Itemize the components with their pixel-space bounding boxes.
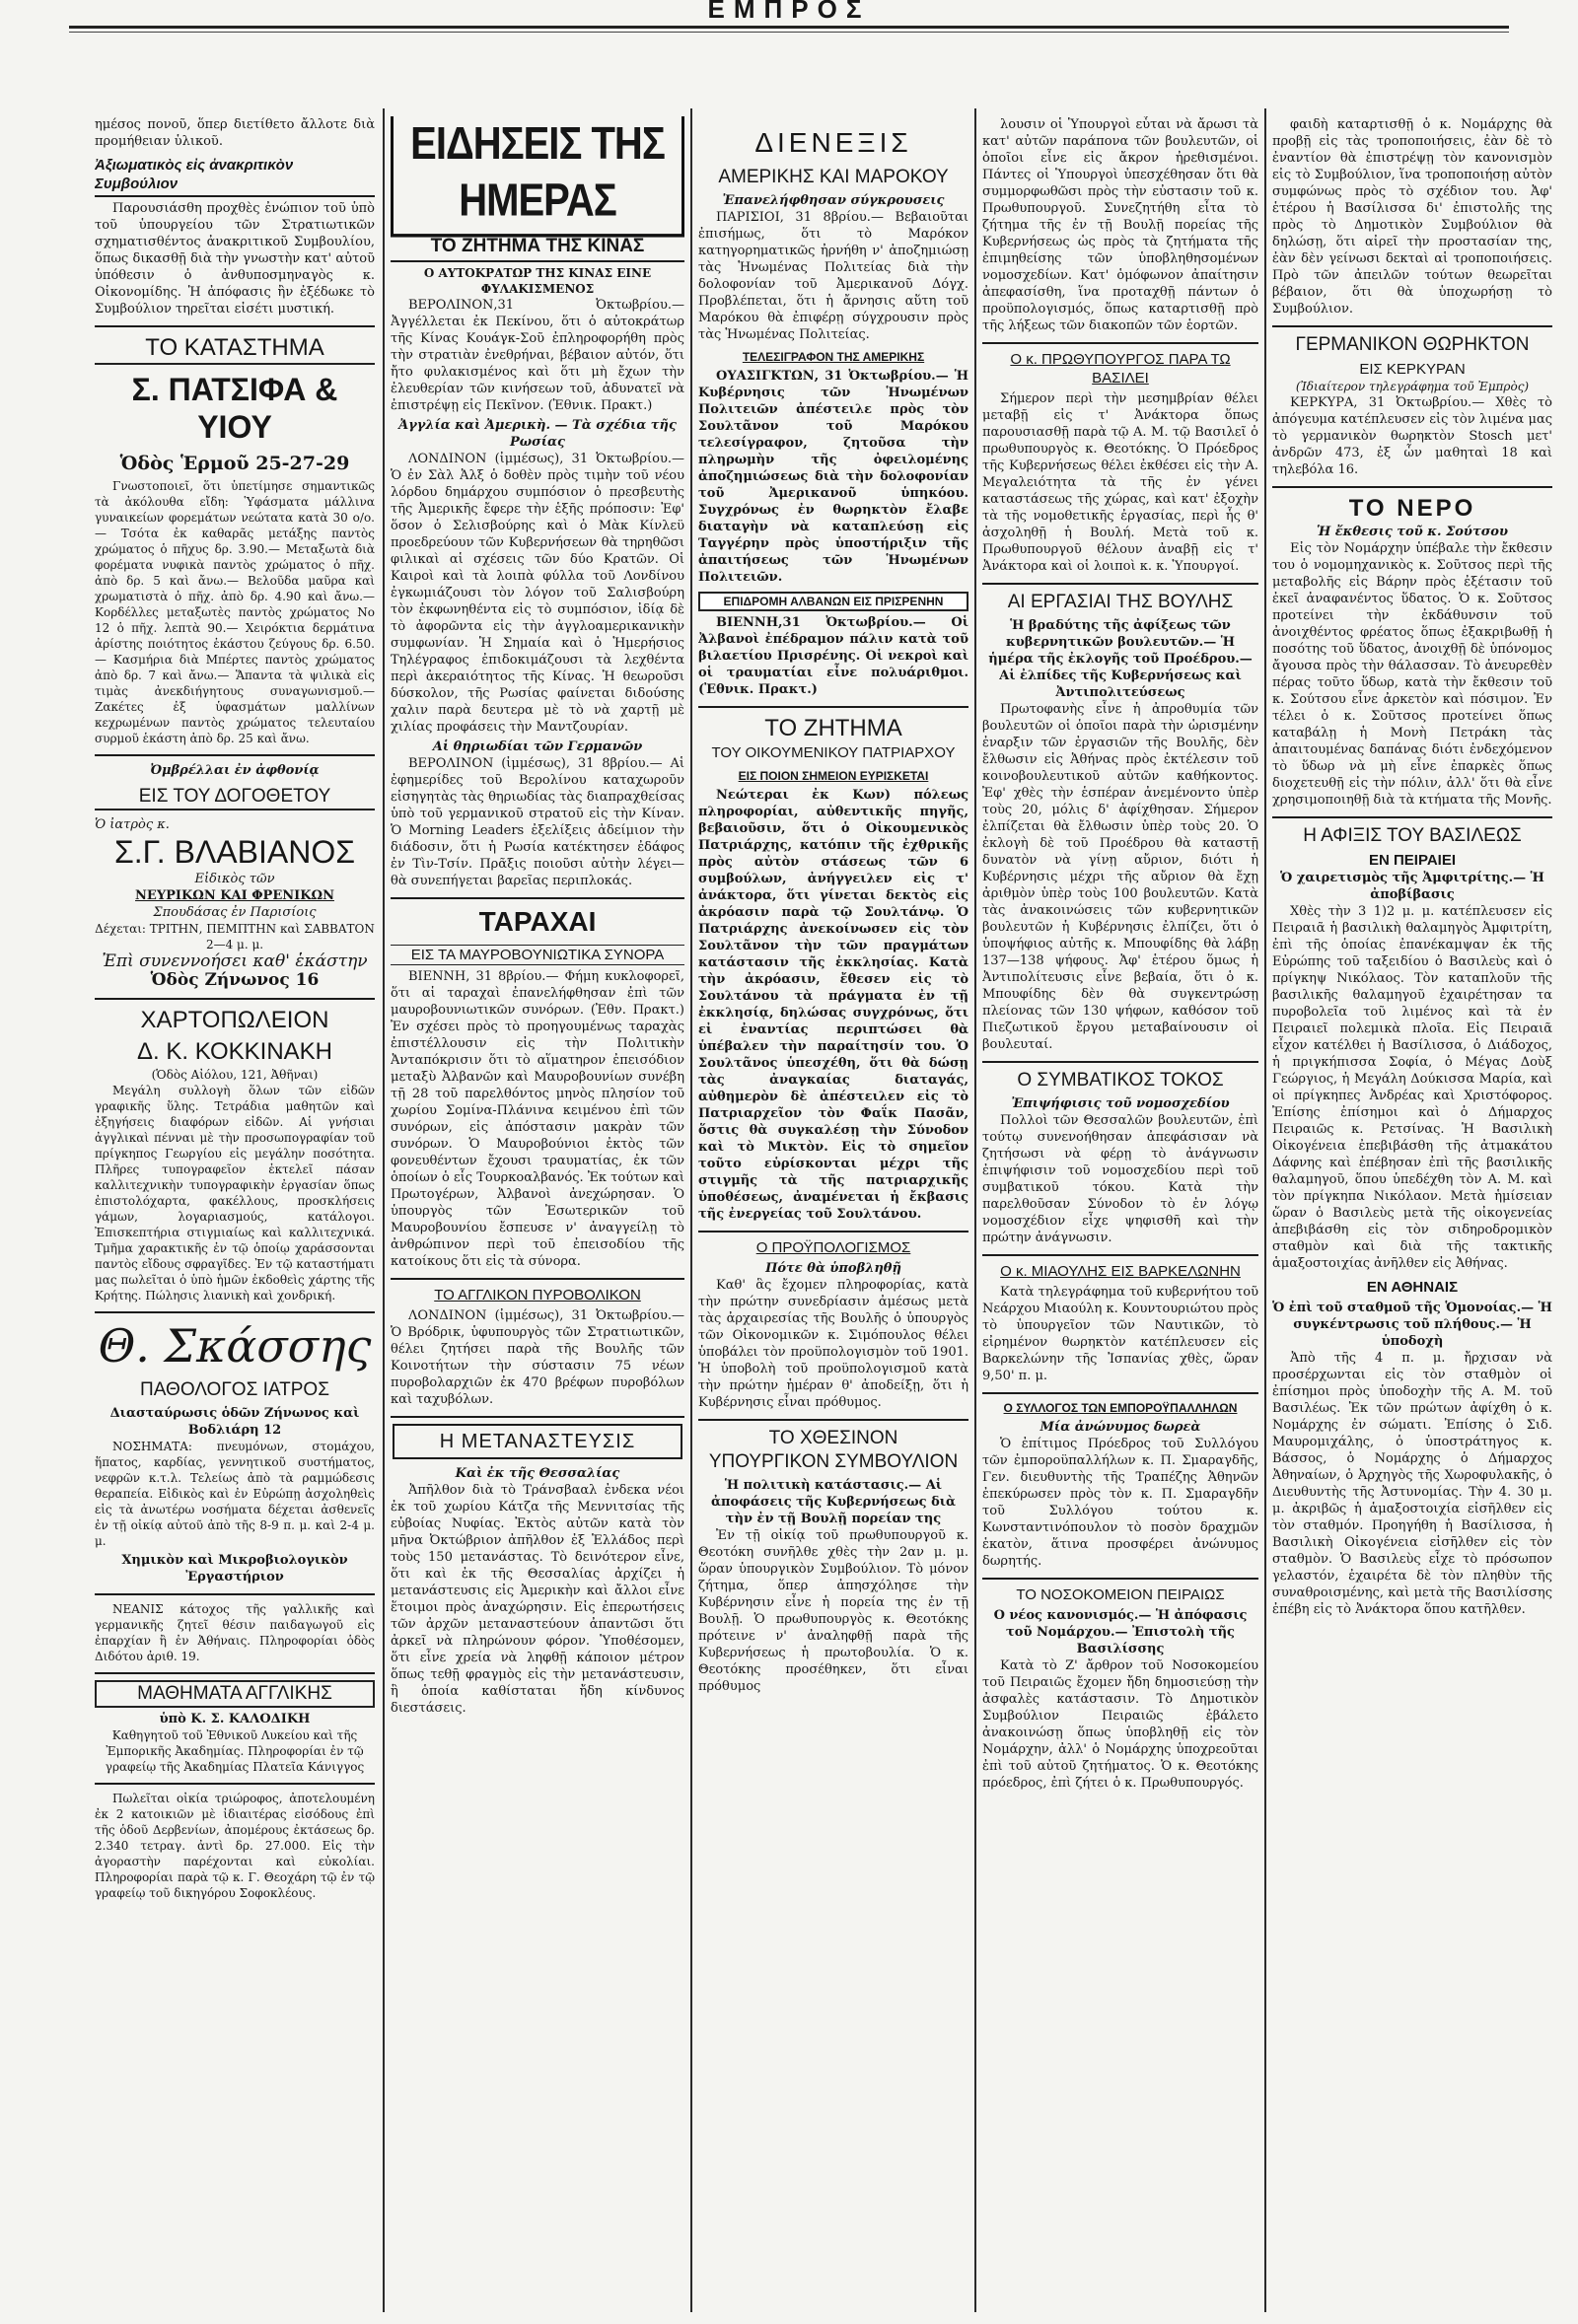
china-subheading: Ο ΑΥΤΟΚΡΑΤΩΡ ΤΗΣ ΚΙΝΑΣ ΕΙΝΕ ΦΥΛΑΚΙΣΜΕΝΟΣ bbox=[423, 266, 652, 296]
ad-doctor-study: Σπουδάσας ἐν Παρισίοις bbox=[153, 905, 317, 920]
council-line: Ἡ πολιτικὴ κατάστασις.— Αἱ ἀποφάσεις τῆς Κυβερνήσεως διὰ τὴν ἐν τῇ Βουλῇ πορείαν της bbox=[710, 1478, 957, 1526]
column-rule bbox=[383, 108, 385, 2312]
column-2 bbox=[391, 116, 684, 2310]
masthead bbox=[0, 0, 1578, 24]
divider bbox=[698, 706, 968, 708]
china-paragraph: ΒΕΡΟΛΙΝΟΝ,31 Ὀκτωβρίου.— Ἀγγέλλεται ἐκ Πεκίνου, ὅτι ὁ αὐτοκράτωρ τῆς Κίνας Κουάγκ-Σοῦ ἐπληροφορήθη πρὸς τὴν στρατιὰν ἐνεθρήναι, βέβαιον αὐτόν, ὅτι ἤτο φυλακισμένος καὶ ὅτι μὴ ἔχων τὴν ἐλευθερίαν τῶν κινήσεων τοῦ, ἀδυνατεῖ νὰ ἐπιστρέψῃ εἰς Πεκῖνον. (Ἐθνικ. Πρακτ.) bbox=[391, 298, 684, 413]
warship-paragraph: ΚΕΡΚΥΡΑ, 31 Ὀκτωβρίου.— Χθὲς τὸ ἀπόγευμα κατέπλευσεν εἰς τὸν λιμένα μας τὸ γερμανικὸν θωρηκτὸν Stosch μετ' ἀνδρῶν 473, ἐξ ὧν μαθηταὶ 18 καὶ τηλεβόλα 16. bbox=[1272, 395, 1552, 477]
col5-top-paragraph: φαιδὴ καταρτισθῇ ὁ κ. Νομάρχης θὰ προβῇ εἰς τὰς τροποποιήσεις, ἐὰν δὲ τὸ ἐναντίον θὰ ἐπιστρέψῃ τὸν κανονισμὸν εἰς τὸ Συμβούλιον, ἵνα τροποποιήσῃ αὐτὸν συμφώνως πρὸς τὸ σχέδιον του. Ἀφ' ἑτέρου ἡ Βασίλισσα δι' ἐπιστολῆς της πρὸς τὸ Δημοτικὸν Συμβούλιον θὰ δηλώσῃ, ὅτι αἰρεῖ τὴν προστασίαν της, ἐὰν δὲν γείνωσι δεκταὶ αἱ τροποποιήσεις. Πρὸ τῶν ἀπειλῶν τούτων θεωρεῖται βέβαιον, ὅτι θὰ ὑποχωρήσῃ τὸ Συμβούλιον. bbox=[1272, 117, 1552, 317]
patriarch-paragraph: Νεώτεραι ἐκ Κων) πόλεως πληροφορίαι, αὐθεντικῆς πηγῆς, βεβαιοῦσιν, ὅτι ὁ Οἰκουμενικὸς Πατριάρχης, κατόπιν τῆς ἐχθρικῆς πρὸς αὐτὸν στάσεως τῶν 6 συμβούλων, ἀνήγγειλεν εἰς τ' ἀνάκτορα, ὅτι γίνεται δεκτὸς εἰς ἀκρόασιν παρὰ τῷ Σουλτάνῳ. Ὁ Πατριάρχης ἀνεκοίνωσεν εἰς τὸν Σουλτᾶνον τὴν τῶν πραγμάτων κατάστασιν τῆς ἐκκλησίας. Κατὰ τὴν ἀκρόασιν, ἔθεσεν εἰς τὸ Σουλτάνου τὰ πράγματα ἐν τῇ ἐκκλησίᾳ, δηλώσας συγχρόνως, ὅτι εἰ ἐναντίας περιπτώσει θὰ ὑπέβαλεν τὴν παραίτησίν του. Ὁ Σουλτᾶνος ὑπεσχέθη, ὅτι θὰ δώσῃ τὰς ἀναγκαίας διαταγάς, αὐθημερὸν δὲ ἀπέστειλεν εἰς τὸ Πατριαρχεῖον τὸν Φαΐκ Πασᾶν, ὅστις θὰ συγκαλέσῃ τὴν Σύνοδον καὶ τὸ Μικτὸν. Εἰς τὸ σημεῖον τοῦτο εὑρίσκονται μέχρι τῆς στιγμῆς τὰ τῆς πατριαρχικῆς ὑποθέσεως, ἀναμένεται ἡ ἔκβασις τῆς ἐνεργείας τοῦ Σουλτάνου. bbox=[698, 788, 968, 1222]
king-paragraph: Χθὲς τὴν 3 1)2 μ. μ. κατέπλευσεν εἰς Πειραιᾶ ἡ βασιλικὴ θαλαμηγὸς Ἀμφιτρίτη, ἐπὶ τῆς ὁποίας ἐπανέκαμψαν ἐκ τῆς Εὐρώπης τοῦ ταξειδίου ὁ Βασιλεὺς καὶ ὁ πρίγκηψ Νικόλαος. Τὸν καταπλοῦν τῆς βασιλικῆς θαλαμηγοῦ ἐχαιρέτησαν τα πυροβολεῖα τοῦ λιμένος καὶ τὰ ἐν Πειραιεῖ πολεμικὰ πλοῖα. Εἰς Πειραιᾶ εἶχον κατέλθει ἡ Βασίλισσα, ὁ Διάδοχος, ἡ πριγκήπισσα Σοφία, ὁ Μέγας Δοὺξ Γεώργιος, ἡ Μεγάλη Δούκισσα Μαρία, καὶ οἱ πρίγκηπες Ἀνδρέας καὶ Χριστόφορος. Ἐπίσης ἐπίσημοι καὶ ὁ Δήμαρχος Πειραιῶς κ. Ρετσίνας. Ἡ Βασιλικὴ Οἰκογένεια ἐπεβιβάσθη τῆς ἀτμακάτου Δάφνης καὶ ἐπέβησαν ἐπὶ τῆς βασιλικῆς θαλαμηγοῦ, ὅπου ὑπεδέχθη τὸν Α. Μ. καὶ τὸν πρίγκηπα Νικόλαον. Μετὰ ἡμίσειαν ὥραν ὁ Βασιλεὺς μετὰ τῆς οἰκογενείας ἀπεβιβάσθη εἰς τὸν σιδηροδρομικὸν σταθμὸν καὶ διὰ τῆς τακτικῆς ἁμαξοστοιχίας ἀνῆλθεν εἰς Ἀθήνας. bbox=[1272, 904, 1552, 1271]
dispute-heading: ΔΙΕΝΕΞΙΣ bbox=[754, 127, 912, 158]
ad-shop-title: ΤΟ ΚΑΤΑΣΤΗΜΑ bbox=[95, 333, 375, 365]
divider bbox=[982, 1578, 1258, 1580]
ad-doctor-hours: Δέχεται: ΤΡΙΤΗΝ, ΠΕΜΠΤΗΝ καὶ ΣΑΒΒΑΤΟΝ 2—4 μ. μ. bbox=[95, 922, 375, 951]
ad-paper-title: ΧΑΡΤΟΠΩΛΕΙΟΝ bbox=[140, 1007, 329, 1033]
parliament-heading: ΑΙ ΕΡΓΑΣΙΑΙ ΤΗΣ ΒΟΥΛΗΣ bbox=[1007, 592, 1234, 612]
warship-subheading: ΕΙΣ ΚΕΡΚΥΡΑΝ bbox=[1359, 361, 1466, 378]
ad-doctor-pre: Ὁ ἰατρὸς κ. bbox=[95, 817, 170, 832]
budget-subheading: Πότε θὰ ὑποβληθῇ bbox=[765, 1261, 901, 1276]
ad-english-title: ΜΑΘΗΜΑΤΑ ΑΓΓΛΙΚΗΣ bbox=[95, 1680, 375, 1708]
ad-skassis-text: ΝΟΣΗΜΑΤΑ: πνευμόνων, στομάχου, ἥπατος, καρδίας, γεννητικοῦ συστήματος, νεφρῶν κ.τ.λ. Τελείως ἀπὸ τὰ ραμμώδεσις θεραπεία. Εἰδικὸς καὶ ἐν Εὐρώπῃ ἀσχοληθεὶς εἰς τὰ ἀνωτέρω νοσήματα δέχεται ἀσθενεῖς ἐν τῇ οἰκίᾳ αὐτοῦ ἀπὸ τῆς 8-9 π. μ. καὶ 2-4 μ. μ. bbox=[95, 1440, 375, 1548]
water-line: Ἡ ἔκθεσις τοῦ κ. Σούτσου bbox=[1317, 525, 1508, 539]
king-subheading: ΕΝ ΠΕΙΡΑΙΕΙ bbox=[1368, 852, 1457, 869]
ad-paper-address: (Ὁδὸς Αἰόλου, 121, Ἀθῆναι) bbox=[151, 1068, 319, 1082]
unrest-paragraph: ΒΙΕΝΝΗ, 31 8βρίου.— Φήμη κυκλοφορεῖ, ὅτι αἱ ταραχαὶ ἐπανελήφθησαν ἐπὶ τῶν μαυροβουνιωτικῶν συνόρων. (Ἐθν. Πρακτ.) Ἐν σχέσει πρὸς τὸ προηγουμένως ταραχὰς ἐπιστέλλουσιν εἰς τὴν Πολιτικὴν Ἀνταπόκρισιν ὅτι τὸ αἵματηρον ἐπεισόδιον μεταξὺ Ἀλβανῶν καὶ Μαυροβουνίων συνέβη τῇ 28 τοῦ παρελθόντος μηνὸς πλησίον τοῦ χωρίου Σομίνα-Πλάνινα κειμένου ἐπὶ τῶν συνόρων, εἰς ἀπόστασιν μακρὰν τῶν συνόρων. Ὁ Μαυροβούνιοι ἐκτὸς τῶν φονευθέντων ἔχουσι τραυματίας, ἐκ τῶν ὁποίων ὁ εἷς Τουρκοαλβανός. Ἐκ τούτων καὶ Πρωτογέρων, Ἀλβανοὶ ἀνεχώρησαν. Ὁ ὑπουργὸς τῶν Ἐσωτερικῶν τοῦ Μαυροβουνίου ἔσπευσε ν' ἀναγγείλῃ τὸ ἀνθρώπινον περὶ τοῦ ἐπεισοδίου τῆς κατοίκους ὅτι εἰς τὰ σύνορα. bbox=[391, 969, 684, 1269]
interest-heading: Ο ΣΥΜΒΑΤΙΚΟΣ ΤΟΚΟΣ bbox=[1017, 1070, 1224, 1091]
divider bbox=[982, 583, 1258, 585]
pm-paragraph: Σήμερον περὶ τὴν μεσημβρίαν θέλει μεταβῇ εἰς τ' Ἀνάκτορα ὅπως παρουσιασθῇ παρὰ τῷ Α. Μ. τῷ Βασιλεῖ ὁ πρωθυπουργὸς κ. Θεοτόκης. Ὁ Πρόεδρος τῆς Κυβερνήσεως θέλει ἐκθέσει εἰς τὴν Α. Μεγαλειότητα τὰ τῆς ἐν γένει καταστάσεως τῆς χώρας, καὶ κατ' ἐξοχὴν τὰ τῆς νομοθετικῆς ἐργασίας, περὶ ἧς θ' ἀσχοληθῇ ἡ Βουλή. Μετὰ τοῦ κ. Πρωθυπουργοῦ θέλουν ἀναβῇ εἰς τ' Ἀνάκτορα καὶ οἱ λοιποὶ κ. κ. Ὑπουργοί. bbox=[982, 391, 1258, 574]
ultimatum-paragraph: ΟΥΑΣΙΓΚΤΩΝ, 31 Ὀκτωβρίου.— Ἡ Κυβέρνησις τῶν Ἡνωμένων Πολιτειῶν ἀπέστειλε πρὸς τὸν Σουλτᾶνον τοῦ Μαρόκου τελεσίγραφον, ζητοῦσα τὴν πληρωμὴν τῆς ὀφειλομένης ἀποζημιώσεως διὰ τὴν δολοφονίαν τοῦ Ἀμερικανοῦ ὑπηκόου. Συγχρόνως ἐν θωρηκτὸν ἔλαβε διαταγὴν νὰ καταπλεύσῃ εἰς Ταγγέρην πρὸς ὑποστήριξιν τῆς ἀπαιτήσεως τῶν Ἡνωμένων Πολιτειῶν. bbox=[698, 369, 968, 585]
column-rule bbox=[690, 108, 692, 2312]
col4-top-paragraph: λουσιν οἱ Ὑπουργοὶ εὗται νὰ ἄρωσι τὰ κατ' αὐτῶν παράπονα τῶν βουλευτῶν, οἱ ὁποῖοι εἶνε εἰς ἄκρον ἠρεθισμένοι. Πάντες οἱ Ὑπουργοὶ ὑπεσχέθησαν ὅτι θὰ συμμορφωθῶσι πρὸς τὴν εὐστασιν τοῦ κ. Πρωθυπουργοῦ. Συνεζητήθη εἶτα τὸ ζήτημα τῆς ἐν τῇ Βουλῇ πορείας τῆς Κυβερνήσεως ὡς πρὸς τὰ ζητήματα τῆς ἐπιμηθείσης τῶν ὑποβληθησομένων νομοσχεδίων. Κατ' ὁμόφωνον ἀπαίτησιν ἀπεφασίσθη, ἵνα προταχθῇ πάντων ὁ προϋπολογισμός, ὅπως καταρτισθῇ πρὸ τῆς λήξεως τῶν διακοπῶν τῶν ἑορτῶν. bbox=[982, 117, 1258, 333]
ad-english-text: Καθηγητοῦ τοῦ Ἐθνικοῦ Λυκείου καὶ τῆς Ἐμπορικῆς Ἀκαδημίας. Πληροφορίαι ἐν τῷ γραφείῳ τῆς Ἀκαδημίας Πλατεῖα Κάνιγγος bbox=[105, 1728, 365, 1774]
ad-shop-address: Ὁδὸς Ἑρμοῦ 25-27-29 bbox=[119, 453, 350, 474]
ad-house-text: Πωλεῖται οἰκία τριώροφος, ἀποτελουμένη ἐκ 2 κατοικιῶν μὲ ἰδιαιτέρας εἰσόδους ἐπὶ τῆς ὁδοῦ Δερβενίων, ἀπομέρους ἐκτάσεως δρ. 2.340 τετραγ. ἀντὶ δρ. 27.000. Εἰς τὴν ἀγοραστὴν παρέχονται καὶ εὐκολίαι. Πληροφορίαι παρὰ τῷ κ. Γ. Θεοχάρη τῷ ἐν τῷ γραφείῳ τοῦ δικηγόρου Σοφοκλέους. bbox=[95, 1792, 375, 1900]
dispute-line: Ἐπανελήφθησαν σύγκρουσεις bbox=[722, 193, 945, 208]
ad-doctor-call: Ἐπὶ συνεννοήσει καθ' ἑκάστην bbox=[102, 951, 368, 971]
ad-skassis-name: Θ. Σκάσσης bbox=[98, 1319, 372, 1373]
patriarch-subheading-2: ΕΙΣ ΠΟΙΟΝ ΣΗΜΕΙΟΝ ΕΥΡΙΣΚΕΤΑΙ bbox=[738, 769, 929, 783]
china-heading: ΤΟ ΖΗΤΗΜΑ ΤΗΣ ΚΙΝΑΣ bbox=[391, 235, 684, 262]
divider bbox=[1272, 486, 1552, 488]
divider bbox=[1272, 325, 1552, 327]
artillery-paragraph: ΛΟΝΔΙΝΟΝ (ἰμμέσως), 31 Ὀκτωβρίου.— Ὁ Βρόδρικ, ὑφυπουργὸς τῶν Στρατιωτικῶν, θέλει ζητήσει παρὰ τῆς Βουλῆς τῶν Κοινοτήτων τὴν σύστασιν 75 νέων πυροβολαρχιῶν ἐκ 470 βρέφων πυροβόλων καὶ ταχυβόλων. bbox=[391, 1308, 684, 1407]
parliament-paragraph: Πρωτοφανὴς εἶνε ἡ ἀπροθυμία τῶν βουλευτῶν οἱ ὁποῖοι παρὰ τὴν ὡρισμένην ἐναρξιν τῶν ἐργασιῶν τῆς Βουλῆς, δὲν ἔλθωσιν εἰς Ἀθήνας πρὸς ἐκτέλεσιν τοῦ κοινοβουλευτικοῦ αὐτῶν καθήκοντος. Ἐφ' χθὲς τὴν ἑσπέραν ἀνεμένοντο ὑπὲρ τοὺς 20, μόλις δ' ἀφίχθησαν. Σήμερον ἐλπίζεται θὰ ἔλθωσιν ὑπὲρ τοὺς 20. Ὁ ἐκλογὴ δὲ τοῦ Προέδρου θὰ καταστῇ δυνατὸν νὰ γίνῃ αὔριον, διότι ἡ Κυβέρνησις μέχρι τῆς αὔριον θὰ ἔχῃ ἀριθμὸν ὑπὲρ τοὺς 100 βουλευτῶν. Κατὰ τὰς ἀνακοινώσεις τῶν κυβερνητικῶν βουλευτῶν ἡ Κυβέρνησις ἐλπίζει, ὅτι ὁ ὑποψήφιος αὐτῆς κ. Μπουφίδης θὰ λάβῃ 137—138 ψήφους. Ἀφ' ἑτέρου ὅμως ἡ Ἀντιπολίτευσις εἶνε βεβαία, ὅτι ὁ κ. Μπουφίδης δὲν θὰ συγκεντρώσῃ πλείονας τῶν 130 ψήφων, καθόσον τοῦ Πιεζωτικοῦ ἔργου μεταβαίνουσιν οἱ βουλευταί. bbox=[982, 702, 1258, 1052]
divider bbox=[982, 342, 1258, 344]
column-5 bbox=[1272, 116, 1552, 2310]
column-4 bbox=[982, 116, 1258, 2310]
ad-skassis-lab: Χημικὸν καὶ Μικροβιολογικὸν Ἐργαστήριον bbox=[121, 1553, 348, 1585]
king-heading: Η ΑΦΙΞΙΣ ΤΟΥ ΒΑΣΙΛΕΩΣ bbox=[1303, 825, 1522, 846]
ad-doctor-spec2: ΝΕΥΡΙΚΩΝ ΚΑΙ ΦΡΕΝΙΚΩΝ bbox=[135, 888, 334, 903]
unrest-heading: ΤΑΡΑΧΑΙ bbox=[478, 906, 597, 937]
column-1 bbox=[95, 116, 375, 2310]
unrest-subheading: ΕΙΣ ΤΑ ΜΑΥΡΟΒΟΥΝΙΩΤΙΚΑ ΣΥΝΟΡΑ bbox=[391, 945, 684, 965]
divider bbox=[95, 325, 375, 327]
col1-heading: Ἀξιωματικὸς εἰς ἀνακριτικὸν Συμβούλιον bbox=[95, 156, 375, 197]
council-heading: ΤΟ ΧΘΕΣΙΝΟΝ bbox=[768, 1428, 898, 1448]
hospital-line: Ο νέος κανονισμός.— Ἡ ἀπόφασις τοῦ Νομάρχου.— Ἐπιστολὴ τῆς Βασιλίσσης bbox=[993, 1608, 1248, 1656]
germans-heading: Αἱ θηριωδίαι τῶν Γερμανῶν bbox=[432, 739, 643, 754]
water-paragraph: Εἰς τὸν Νομάρχην ὑπέβαλε τὴν ἔκθεσιν του ὁ νομομηχανικὸς κ. Σοῦτσος περὶ τῆς μεταβολῆς εἰς Βάρην πρὸς ἐξέτασιν τοῦ ἐκεῖ ἀναφανέντος ὕδατος. Ὁ κ. Σοῦτσος προτείνει τὴν ἐκδάθυνσιν τοῦ ἀνοιχθέντος φρέατος ὅπως ἐξακριβωθῇ ἡ ποσότης τοῦ ὕδατος, ἀνοιχθῇ δὲ ὑπόνομος ἄγουσα πρὸς τὴν θάλασσαν. Τὸ ἀνευρεθὲν πέρας τοῦτο ὕδωρ, κατὰ τὴν ἔκθεσιν τοῦ κ. Σούτσου εἶνε ἀρκετὸν καὶ πόσιμον. Ἐν τέλει ὁ κ. Σοῦτσος προτείνει ὅπως καταβάλῃ ἡ Μονὴ Πετράκη τὰς ἀπαιτουμένας δαπάνας διότι ἐνδεχόμενον τὸ ὕδωρ νὰ μὴ εἶνε ἐπαρκὲς ὅπως διοχετευθῇ εἰς τὴν πόλιν, ἀλλ' ὅτι θὰ εἶνε χρησιμοποιηθῇ διὰ τὰ κτήματα τῆς Μονῆς. bbox=[1272, 541, 1552, 808]
ad-umbrella-line: Ὀμβρέλλαι ἐν ἀφθονίᾳ bbox=[150, 763, 320, 778]
athens-paragraph: Ἀπὸ τῆς 4 π. μ. ἤρχισαν νὰ προσέρχωνται εἰς τὸν σταθμὸν οἱ ἐπίσημοι πρὸς ὑποδοχὴν τῆς Α. Μ. τοῦ Βασιλέως. Ἐκ τῶν πρώτων ἀφίχθη ὁ κ. Νομάρχης ἐν σώματι. Ἐπίσης ὁ Σιδ. Μαυρομιχάλης, ὁ ὑποστράτηγος κ. Βάσσος, ὁ Νομάρχης ὁ Δήμαρχος Ἀθηναίων, ὁ Ἀρχηγὸς τῆς Χωροφυλακῆς, ὁ Διευθυντὴς τῆς Ἀστυνομίας. Τὴν 4. 30 μ. μ. ἀκριβῶς ἡ ἁμαξοστοιχία εἰσῆλθεν εἰς τὸν σταθμόν. Προηγήθη ἡ Βασίλισσα, ἡ Βασιλικὴ Οἰκογένεια εἰσῆλθεν εἰς τὸν σταθμὸν. Ὁ Βασιλεὺς εἶχε τὸ πρόσωπον γελαστόν, ἐχαιρέτα δὲ τὸν πληθὺν τῆς συναθροισμένης, καὶ μετὰ τῆς Βασιλίσσης ἐπέβη εἰς τὸ Ἀνάκτορα ὅπου κατῆλθεν. bbox=[1272, 1351, 1552, 1617]
hospital-paragraph: Κατὰ τὸ Ζ' ἄρθρον τοῦ Νοσοκομείου τοῦ Πειραιῶς ἔχομεν ἤδη δημοσιεύσῃ τὴν ἀσφαλὲς κατάστασιν. Τὸ Δημοτικὸν Συμβούλιον Πειραιῶς ἐβάλετο ἀνακοινώσῃ ὅπως ὑποβληθῇ εἰς τὸν Νομάρχην, ἀλλ' ὁ Νομάρχης ὑποχρεοῦται ἐπὶ τοῦ αὐτοῦ ζητήματος. Ὁ κ. Θεοτόκης πρόεδρος, ἐπὶ ζήτει ὁ κ. Πρωθυπουργός. bbox=[982, 1658, 1258, 1791]
emigration-heading: Η ΜΕΤΑΝΑΣΤΕΥΣΙΣ bbox=[393, 1424, 682, 1459]
ad-skassis-title: ΠΑΘΟΛΟΓΟΣ ΙΑΤΡΟΣ bbox=[140, 1379, 329, 1400]
column-rule bbox=[1264, 108, 1266, 2312]
divider bbox=[391, 897, 684, 899]
emigration-paragraph: Ἀπῆλθον διὰ τὸ Τράνσβααλ ἐνδεκα νέοι ἐκ τοῦ χωρίου Κάτζα τῆς Μεννιτσίας τῆς εὐβοίας Νυφίας. Ἐκτὸς αὐτῶν κατὰ τὸν μῆνα Ὀκτώβριον ἀπῆλθον ἐξ Ἑλλάδος περὶ τοὺς 150 μετανάστας. Τὸ δεινότερον εἶνε, ὅτι καὶ ἐκ τῆς Θεσσαλίας ἀρχίζει ἡ μετανάστευσις εἰς Ἀμερικὴν καὶ ἄλλοι εἶνε ἕτοιμοι πρὸς ἀναχώρησιν. Εἰς ἐπερωτήσεις τῶν ἀρχῶν μεταναστεύουν ἀπαντῶσι ὅτι ἀρκεῖ νὰ πληρώνουν φόρον. Ὑποθέσομεν, ὅτι εἶνε χρεία νὰ ληφθῇ κάποιον μέτρον ὅπως τεθῇ φραγμὸς εἰς τὴν μετανάστευσιν, ἣ ὁποία καθίσταται ἤδη κίνδυνος διεστάσεις. bbox=[391, 1483, 684, 1716]
council-subheading: ΥΠΟΥΡΓΙΚΟΝ ΣΥΜΒΟΥΛΙΟΝ bbox=[708, 1451, 959, 1472]
russia-paragraph: ΛΟΝΔΙΝΟΝ (ἰμμέσως), 31 Ὀκτωβρίου.— Ὁ ἐν Σὰλ Ἀλξ ὁ δοθὲν πρὸς τιμὴν τοῦ νέου λόρδου δημάρχου συμπόσιον ὁ πρεσβευτὴς τῆς Ἀμερικῆς ἔφερε τὴν ἑξῆς πρόποσιν: Ἐφ' ὅσον ὁ Σελισβούρης καὶ ὁ Μὰκ Κίνλεϋ προεδρεύουν τῶν Κυβερνήσεων θὰ τηρηθῶσι φιλικαὶ αἱ σχέσεις τῶν δύο Κρατῶν. Οἱ Καιροὶ καὶ τὰ λοιπὰ φύλλα τοῦ Λονδίνου ἐγκωμιάζουσι τὸν λόγον τοῦ Σαλισβούρη τὸν ἐκφωνηθέντα εἰς τὸ συμπόσιον, ἰδίᾳ δὲ τὸ ἀφορῶντα εἰς τὴν ἀγγλοαμερικανικὴν συμφωνίαν. Ἡ Σημαία καὶ ὁ Ἡμερήσιος Τηλέγραφος ἐπιδοκιμάζουσι τὰ λεχθέντα περὶ ἀκεραιότητος τῆς Κίνας. Ἡ θεωροῦσι δύσκολον, τῆς Ρωσίας φαίνεται διδούσης χαλιν παρὰ δευτερα μὲ τὸ νὰ χαρτῇ μὲ χιλίας προφάσεις τὴν Μαντζουρίαν. bbox=[391, 452, 684, 735]
barcelona-heading: Ο κ. ΜΙΑΟΥΛΗΣ ΕΙΣ ΒΑΡΚΕΛΩΝΗΝ bbox=[1000, 1263, 1241, 1280]
russia-heading: Ἀγγλία καὶ Ἀμερικὴ. — Τὰ σχέδια τῆς Ρωσίας bbox=[398, 418, 677, 450]
ad-doctor-name: Σ.Γ. ΒΛΑΒΙΑΝΟΣ bbox=[114, 834, 355, 870]
masthead-rule-thin bbox=[69, 32, 1509, 33]
column-3 bbox=[698, 116, 968, 2310]
divider bbox=[95, 998, 375, 1000]
ad-shop-name: Σ. ΠΑΤΣΙΦΑ & ΥΙΟΥ bbox=[131, 372, 338, 445]
patriarch-subheading: ΤΟΥ ΟΙΚΟΥΜΕΝΙΚΟΥ ΠΑΤΡΙΑΡΧΟΥ bbox=[711, 744, 956, 761]
divider bbox=[982, 1254, 1258, 1256]
ad-umbrella-shop: ΕΙΣ ΤΟΥ ΔΟΓΟΘΕΤΟΥ bbox=[95, 785, 375, 810]
interest-line: Ἐπιψήφισις τοῦ νομοσχεδίου bbox=[1011, 1096, 1230, 1111]
divider bbox=[698, 1419, 968, 1421]
divider bbox=[1272, 816, 1552, 818]
albanian-paragraph: ΒΙΕΝΝΗ,31 Ὀκτωβρίου.— Οἱ Ἀλβανοὶ ἐπέδραμον πάλιν κατὰ τοῦ βιλαετίου Πρισρένης. Οἱ νεκροὶ καὶ οἱ τραυματίαι εἶνε πολυάριθμοι. (Ἐθνικ. Πρακτ.) bbox=[698, 615, 968, 697]
artillery-heading: ΤΟ ΑΓΓΛΙΚΟΝ ΠΥΡΟΒΟΛΙΚΟΝ bbox=[434, 1287, 641, 1303]
ad-paper-name: Δ. Κ. ΚΟΚΚΙΝΑΚΗ bbox=[136, 1038, 332, 1065]
warship-line: (Ἰδιαίτερον τηλεγράφημα τοῦ Ἐμπρὸς) bbox=[1295, 380, 1530, 393]
athens-heading: ΕΝ ΑΘΗΝΑΙΣ bbox=[1366, 1279, 1459, 1296]
ad-doctor-address: Ὁδὸς Ζήνωνος 16 bbox=[150, 970, 320, 990]
ad-skassis-address: Διασταύρωσις ὁδῶν Ζήνωνος καὶ Βοδλιάρη 12 bbox=[109, 1406, 360, 1438]
ad-english-name: ὑπὸ Κ. Σ. ΚΑΛΟΔΙΚΗ bbox=[159, 1712, 311, 1726]
divider bbox=[95, 1672, 375, 1674]
clerks-paragraph: Ὁ ἐπίτιμος Πρόεδρος τοῦ Συλλόγου τῶν ἐμποροϋπαλλήλων κ. Π. Σμαραγδῆς, Γεν. διευθυντὴς τῆς Τραπέζης Ἀθηνῶν ἐπεκύρωσεν πρὸς τὸν κ. Π. Σμαραγδῆν τοῦ Συλλόγου τούτου κ. Κωνσταντινόπουλον τὸ ποσὸν δραχμῶν ἑκατὸν, ἅτινα προσφέρει ἀνώνυμος δωρητής. bbox=[982, 1437, 1258, 1569]
ad-tutor-text: ΝΕΑΝΙΣ κάτοχος τῆς γαλλικῆς καὶ γερμανικῆς ζητεῖ θέσιν παιδαγωγοῦ εἰς ἐπαρχίαν ἢ ἐν Ἀθήναις. Πληροφορίαι ὁδὸς Διδότου ἀριθ. 19. bbox=[95, 1602, 375, 1663]
dispute-subheading: ΑΜΕΡΙΚΗΣ ΚΑΙ ΜΑΡΟΚΟΥ bbox=[718, 167, 949, 187]
dispute-paragraph: ΠΑΡΙΣΙΟΙ, 31 8βρίου.— Βεβαιοῦται ἐπισήμως, ὅτι τὸ Μαρόκον κατηγορηματικῶς ἠρνήθη ν' ἀποζημιώσῃ τὰς Ἡνωμένας Πολιτείας διὰ τὴν δολοφονίαν τοῦ Ἀμερικανοῦ Δόγχ. Προβλέπεται, ὅτι ἡ ἄρνησις αὕτη τοῦ Μαρόκου θὰ ἐπιφέρῃ σύγχρουσιν πρὸς τὰς Ἡνωμένας Πολιτείας. bbox=[698, 210, 968, 342]
divider bbox=[95, 1783, 375, 1785]
budget-paragraph: Καθ' ἃς ἔχομεν πληροφορίας, κατὰ τὴν πρώτην συνεδρίασιν ἀμέσως μετὰ τὰς ἀρχαιρεσίας τῆς Βουλῆς ὁ ὑπουργὸς τῶν Οἰκονομικῶν κ. Σιμόπουλος θέλει ὑποβάλει τὸν προϋπολογισμὸν τοῦ 1901. Ἡ ὑποβολὴ τοῦ προϋπολογισμοῦ κατὰ τὴν πρώτην ἡμέραν θ' ἀποδείξῃ, ὅτι ἡ Κυβέρνησις εἶναι πρόθυμος. bbox=[698, 1278, 968, 1410]
ultimatum-heading: ΤΕΛΕΣΙΓΡΑΦΟΝ ΤΗΣ ΑΜΕΡΙΚΗΣ bbox=[742, 350, 925, 364]
germans-paragraph: ΒΕΡΟΛΙΝΟΝ (ἰμμέσως), 31 8βρίου.— Αἱ ἐφημερίδες τοῦ Βερολίνου καταχωροῦν εἰσηγητὰς τὰς θηριωδίας τὰς διαπραχθείσας ὑπὸ τοῦ γερμανικοῦ στρατοῦ εἰς τὴν Κίναν. Ὁ Morning Leaders ἐξελίξεις ἀδείμιον τὴν διάδοσιν, ὅτι ἡ Ρωσία κατέκτησεν ἐδάφος ἐν Τὶν-Τσίν. Πρᾶξις ποιοῦσι αὐτὴν λέγει—θὰ συνεπήγεται βαρεῖας περιπλοκάς. bbox=[391, 756, 684, 888]
masthead-rule bbox=[69, 26, 1509, 29]
pm-heading: Ο κ. ΠΡΩΘΥΠΟΥΡΓΟΣ ΠΑΡΑ ΤΩ ΒΑΣΙΛΕΙ bbox=[1010, 351, 1231, 387]
council-paragraph: Ἐν τῇ οἰκίᾳ τοῦ πρωθυπουργοῦ κ. Θεοτόκη συνῆλθε χθὲς τὴν 2αν μ. μ. ὥραν ὑπουργικὸν Συμβούλιον. Τὸ μόνον ζήτημα, ὅπερ ἀπησχόλησε τὴν Κυβέρνησιν εἶνε ἡ πορεία της ἐν τῇ Βουλῇ. Ὁ πρωθυπουργὸς κ. Θεοτόκης πρότεινε ν' ἀναληφθῇ παρὰ τῆς Κυβερνήσεως ἡ πρωτοβουλία. Ὁ κ. Θεοτόκης προσέθηκεν, ὅτι εἶναι πρόθυμος bbox=[698, 1528, 968, 1694]
divider bbox=[698, 1231, 968, 1232]
ad-paper-text: Μεγάλη συλλογὴ ὅλων τῶν εἰδῶν γραφικῆς ὕλης. Τετράδια μαθητῶν καὶ ἐξηγήσεις διαφόρων εἰδῶν. Αἱ γνήσιαι ἀγγλικαὶ πένναι μὲ τὴν προσωπογραφίαν τοῦ πρίγκηπος Γεωργίου εἰς μεγάλην ποσότητα. Πλῆρες τυπογραφεῖον ἐκτελεῖ πάσαν καλλιτεχνικὴν τυπογραφικὴν ἐργασίαν ὅπως ἐπιστολόχαρτα, φακέλλους, προσκλήσεις γάμων, λογαριασμούς, κατάλογοι. Ἐπισκεπτήρια στιγμιαίως καὶ καλλιτεχνικά. Τμῆμα χαρακτικῆς ἐν τῷ ὁποίῳ χαράσσονται παντὸς εἴδους σφραγῖδες. Ἐν τῷ καταστήματι μας πωλεῖται ὁ ὑπὸ ἡμῶν ἐκδοθεὶς χάρτης τῆς Κρήτης. Πώλησις λιανικὴ καὶ χονδρική. bbox=[95, 1084, 375, 1303]
barcelona-paragraph: Κατὰ τηλεγράφημα τοῦ κυβερνήτου τοῦ Νεάρχου Μιαούλη κ. Κουντουριώτου πρὸς τὸ ὑπουργεῖον τῶν Ναυτικῶν, τὸ εἰρημένον θωρηκτὸν κατέπλευσεν εἰς Βαρκελώνην τῆς Ἰσπανίας χθὲς, ὥραν 9,50' π. μ. bbox=[982, 1285, 1258, 1383]
water-heading: ΤΟ ΝΕΡΟ bbox=[1348, 495, 1476, 522]
divider bbox=[982, 1061, 1258, 1063]
divider bbox=[391, 1278, 684, 1280]
banner-title: ΕΙΔΗΣΕΙΣ ΤΗΣ ΗΜΕΡΑΣ bbox=[391, 116, 684, 238]
ad-doctor-spec: Εἰδικὸς τῶν bbox=[194, 872, 275, 886]
divider bbox=[95, 1311, 375, 1313]
interest-paragraph: Πολλοὶ τῶν Θεσσαλῶν βουλευτῶν, ἐπὶ τούτῳ συνενοήθησαν ἀπεφάσισαν νὰ ζητήσωσι νὰ φέρῃ τὸ ἀνάγνωσιν ἐπιψήφισιν τοῦ νομοσχεδίου περὶ τοῦ συμβατικοῦ τόκου. Κατὰ τὴν παρελθοῦσαν Σύνοδον τὸ ἐν λόγῳ νομοσχέδιον εἶχε ψηφισθῆ καὶ τὴν πρώτην ἀνάγνωσιν. bbox=[982, 1113, 1258, 1245]
emigration-subheading: Καὶ ἐκ τῆς Θεσσαλίας bbox=[455, 1466, 620, 1481]
clerks-line: Μία ἀνώνυμος δωρεὰ bbox=[1040, 1420, 1201, 1435]
parliament-line: Ἡ βραδύτης τῆς ἀφίξεως τῶν κυβερνητικῶν βουλευτῶν.— Ἡ ἡμέρα τῆς ἐκλογῆς τοῦ Προέδρου.— Αἱ ἐλπίδες τῆς Κυβερνήσεως καὶ Ἀντιπολιτεύσεως bbox=[988, 618, 1253, 700]
budget-heading: Ο ΠΡΟΫΠΟΛΟΓΙΣΜΟΣ bbox=[755, 1239, 911, 1256]
hospital-heading: ΤΟ ΝΟΣΟΚΟΜΕΙΟΝ ΠΕΙΡΑΙΩΣ bbox=[1016, 1586, 1225, 1603]
clerks-heading: Ο ΣΥΛΛΟΓΟΣ ΤΩΝ ΕΜΠΟΡΟΫΠΑΛΛΗΛΩΝ bbox=[1003, 1401, 1238, 1415]
ad-shop-text: Γνωστοποιεῖ, ὅτι ὑπετίμησε σημαντικῶς τὰ ἀκόλουθα εἴδη: Ὑφάσματα μάλλινα γυναικείων φορεμάτων νεώτατα κατὰ 30 ο/ο.— Τσότα ἐκ καθαρᾶς μετάξης παντὸς χρώματος ὁ πῆχυς δρ. 3.90.— Μεταξωτὰ διὰ φορέματα νυφικὰ παντὸς χρώματος ὁ πῆχ. ἀπὸ δρ. 5 καὶ ἄνω.— Βελοῦδα μαῦρα καὶ χρωματιστὰ ὁ πῆχ. ἀπὸ δρ. 4.90 καὶ ἄνω.— Κορδέλλες μεταξωτὲς παντὸς χρώματος No 12 ὁ πῆχ. λεπτὰ 90.— Χειρόκτια δερμάτινα ἀρίστης ποιότητος ἑκάστου ζεύγους δρ. 6.50.— Κασμήρια διὰ Μπέρτες παντὸς χρώματος ἀπὸ δρ. 7 καὶ ἄνω.— Ἅπαντα τὰ ψιλικὰ εἰς τιμὰς ἀνεκδιήγητους συναγωνισμοῦ.— Ζακέτες ἐξ ὑφασμάτων μαλλίνων κεχρωμένων παντὸς χρώματος τελευταίου συρμοῦ ἑκάστη ἀπὸ δρ. 25 καὶ ἄνω. bbox=[95, 479, 375, 745]
column-rule bbox=[974, 108, 976, 2312]
athens-line: Ὁ ἐπὶ τοῦ σταθμοῦ τῆς Ὁμονοίας.— Ἡ συγκέντρωσις τοῦ πλήθους.— Ἡ ὑποδοχὴ bbox=[1272, 1301, 1552, 1349]
warship-heading: ΓΕΡΜΑΝΙΚΟΝ ΘΩΡΗΚΤΟΝ bbox=[1295, 334, 1530, 355]
divider bbox=[95, 1593, 375, 1595]
col1-paragraph: Παρουσιάσθη προχθὲς ἐνώπιον τοῦ ὑπὸ τοῦ ὑπουργείου τῶν Στρατιωτικῶν σχηματισθέντος ἀνακριτικοῦ Συμβουλίου, ὅπως δικασθῇ διὰ τὴν γνωστὴν κατ' αὐτοῦ ὑπόθεσιν ὁ ἀνθυποσμηναγὸς κ. Οἰκονομίδης. Ἡ ἀπόφασις ἢν ἐξέδωκε τὸ Συμβούλιον τηρεῖται εἰσέτι μυστική. bbox=[95, 201, 375, 317]
masthead-name: ΕΜΠΡΟΣ bbox=[707, 0, 871, 24]
divider bbox=[95, 754, 375, 756]
col1-top-text: ημέσος πονοῦ, ὅπερ διετίθετο ἄλλοτε διὰ προμήθειαν ὑλικοῦ. bbox=[95, 117, 375, 149]
albanian-heading: ΕΠΙΔΡΟΜΗ ΑΛΒΑΝΩΝ ΕΙΣ ΠΡΙΣΡΕΝΗΝ bbox=[698, 592, 968, 611]
king-line: Ὁ χαιρετισμὸς τῆς Ἀμφιτρίτης.— Ἡ ἀποβίβασις bbox=[1280, 871, 1544, 902]
divider bbox=[391, 1416, 684, 1418]
divider bbox=[982, 1392, 1258, 1394]
patriarch-heading: ΤΟ ΖΗΤΗΜΑ bbox=[764, 715, 902, 741]
